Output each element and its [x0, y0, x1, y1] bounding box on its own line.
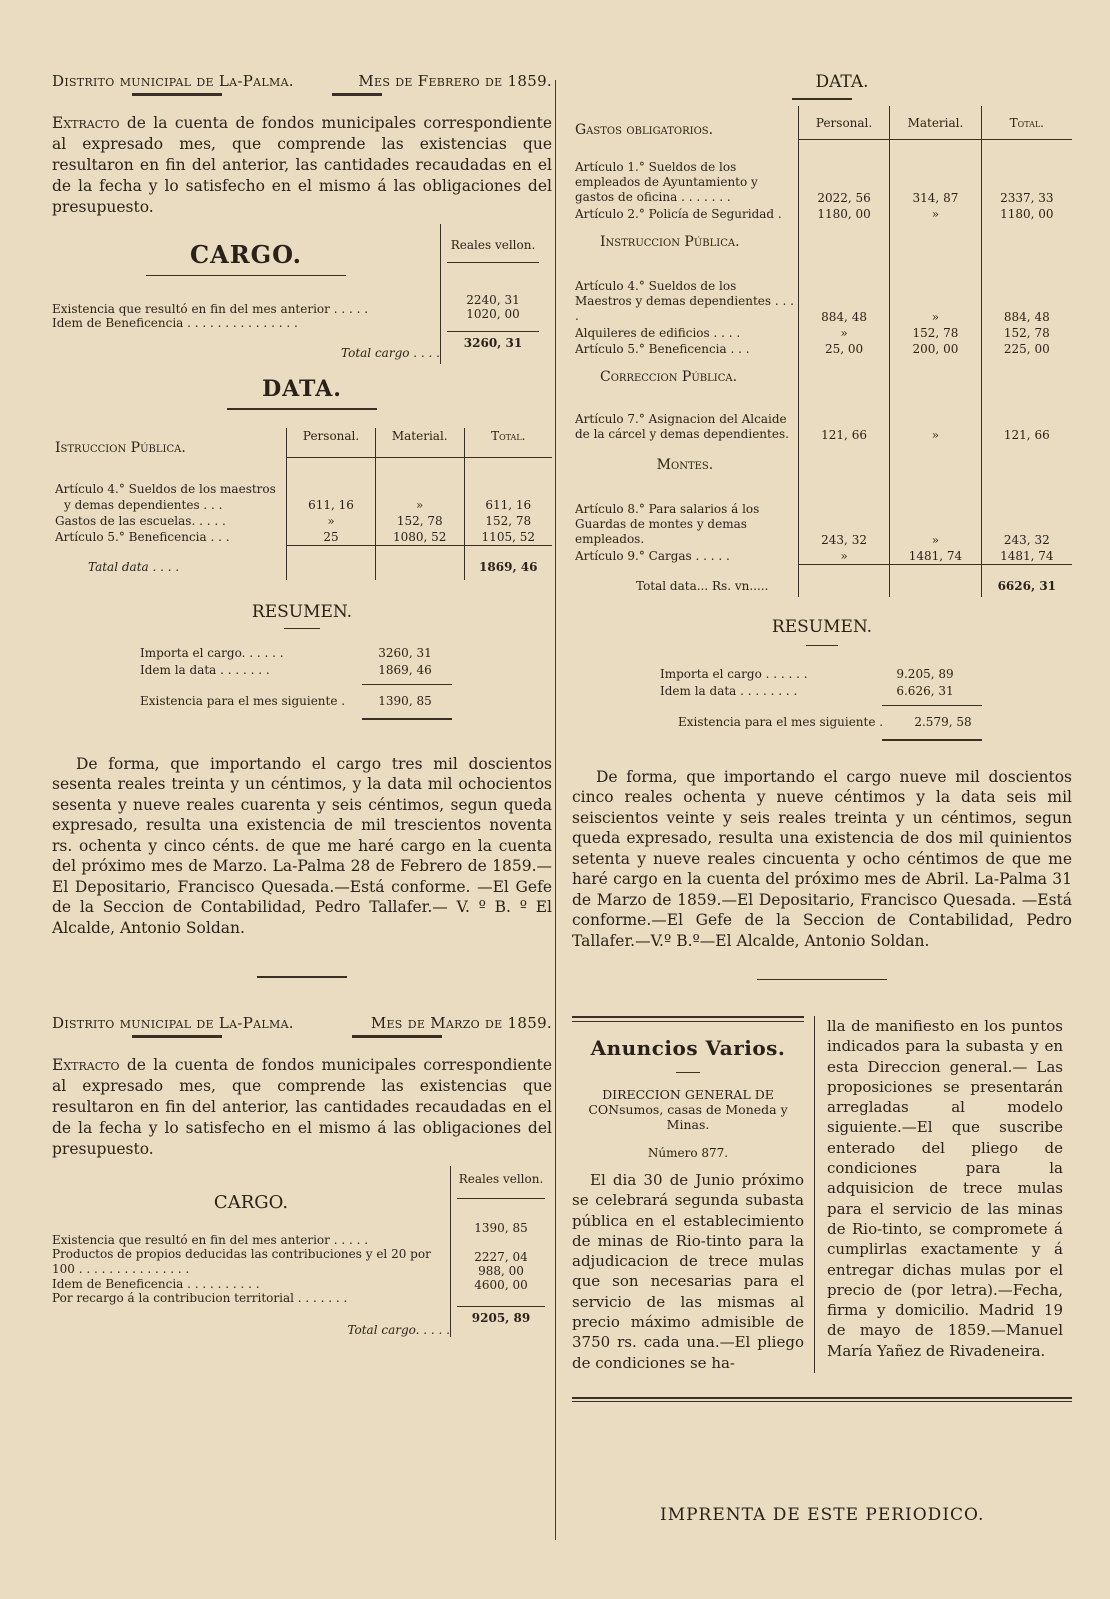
gastos-title: Gastos obligatorios. [575, 122, 714, 138]
mar-cargo-row: Existencia que resultó en fin del mes anterior . . . . . [52, 1233, 369, 1247]
section-title: Instruccion Pública. [600, 234, 740, 250]
rule [362, 718, 452, 720]
mar-data-table [572, 106, 1072, 597]
cell-material: » [375, 497, 464, 513]
rule [757, 979, 887, 980]
feb-cargo-block [52, 224, 552, 364]
row-label: Artículo 4.° Sueldos de los Maestros y demas dependientes . . . . [575, 279, 794, 323]
mar-cargo-value: 988, 00 [478, 1264, 524, 1278]
cell-total: 225, 00 [981, 341, 1072, 357]
cell-material: 314, 87 [890, 159, 981, 206]
existencia-value: 1390, 85 [378, 693, 432, 708]
feb-cargo-title: CARGO. [189, 240, 303, 269]
feb-total-cargo-label: Total cargo . . . . [341, 346, 440, 360]
cell-personal: » [798, 548, 889, 565]
cell-total: 1180, 00 [981, 206, 1072, 222]
mar-district: Distrito municipal de La-Palma. [52, 1014, 294, 1032]
cell-material: 1080, 52 [375, 529, 464, 546]
col-header-material: Material. [890, 106, 981, 139]
cell-personal: 1180, 00 [798, 206, 889, 222]
rule [227, 408, 377, 410]
row-label: Artículo 5.° Beneficencia . . . [55, 530, 230, 544]
ornament-rule [332, 93, 382, 96]
mar-cargo-row: Idem de Beneficencia . . . . . . . . . . [52, 1277, 260, 1291]
rule [257, 976, 347, 978]
mar-resumen-title: RESUMEN. [771, 616, 873, 637]
cell-total: 884, 48 [981, 278, 1072, 325]
cell-total: 1481, 74 [981, 548, 1072, 565]
table-row [572, 548, 1072, 565]
cell-total: 611, 16 [464, 497, 552, 513]
cell-total: 152, 78 [464, 513, 552, 529]
cell-personal: 243, 32 [798, 501, 889, 548]
table-row [572, 411, 1072, 443]
rule [572, 1021, 804, 1022]
imprenta-footer: IMPRENTA DE ESTE PERIODICO. [660, 1505, 985, 1525]
resumen-value: 9.205, 89 [896, 666, 954, 681]
mar-total-data-label: Total data... Rs. vn..... [636, 578, 769, 593]
mar-cargo-value: 4600, 00 [474, 1278, 528, 1292]
numero: Número 877. [647, 1146, 729, 1160]
resumen-value: 6.626, 31 [896, 683, 954, 698]
right-column [572, 72, 1072, 1402]
feb-cargo-value: 1020, 00 [466, 307, 520, 321]
mar-total-cargo-value: 9205, 89 [471, 1311, 531, 1325]
resumen-value: 1869, 46 [378, 662, 432, 677]
cell-personal: » [287, 513, 376, 529]
extract-lead: Extracto [52, 1056, 120, 1074]
cell-material: » [890, 411, 981, 443]
mar-prose: De forma, que importando el cargo nueve mil doscientos cinco reales ochenta y nueve céntimos y la data seis mil seiscientos veinte y seis reales treinta y un céntimos, segun queda expresado, resulta una existencia de dos mil quinientos setenta y nueve reales cincuenta y ocho céntimos de que me haré cargo en la cuenta del próximo mes de Abril. La-Palma 31 de Marzo de 1859.—El Depositario, Francisco Quesada. —Está conforme.—El Gefe de la Seccion de Contabilidad, Pedro Tallafer.—V.º B.º—El Alcalde, Antonio Soldan. [572, 767, 1072, 950]
feb-month: Mes de Febrero de 1859. [358, 72, 552, 90]
table-row [572, 501, 1072, 548]
table-row [52, 529, 552, 546]
rule [447, 262, 539, 263]
anuncio-text-1: El dia 30 de Junio próximo se celebrará segunda subasta pública en el establecimiento de minas de Rio-tinto para la adjudicacion de trece mulas que son necesarias para el servicio de las mismas al precio máximo admisible de 3750 rs. cada una.—El pliego de condiciones se ha- [572, 1171, 804, 1372]
feb-resumen-title: RESUMEN. [251, 601, 353, 622]
feb-cargo-value: 2240, 31 [466, 293, 520, 307]
resumen-label: Importa el cargo. . . . . . [140, 645, 284, 660]
anuncios-col-1 [572, 1016, 815, 1373]
feb-district: Distrito municipal de La-Palma. [52, 72, 294, 90]
cell-personal: 121, 66 [798, 411, 889, 443]
rule [676, 1072, 700, 1073]
anuncio-text-2: lla de manifiesto en los puntos indicados para la subasta y en esta Direccion general.— Las proposiciones se presentarán arregladas al modelo siguiente.—El que suscribe enterado del pliego de condiciones para la adquisicion de trece mulas para el servicio de las minas de Rio-tinto, se compromete á cumplirlas exactamente y á entregar dichas mulas por el precio de (por letra).—Fecha, firma y domicilio. Madrid 19 de mayo de 1859.—Manuel María Yañez de Rivadeneira. [827, 1017, 1063, 1360]
cell-personal: 2022, 56 [798, 159, 889, 206]
anuncios-section [572, 1016, 1072, 1373]
direccion-heading: DIRECCION GENERAL DE CONsumos, casas de Moneda y Minas. [588, 1087, 788, 1132]
section-title: Correccion Pública. [600, 369, 738, 385]
cell-material: » [890, 206, 981, 222]
cell-personal: 25, 00 [798, 341, 889, 357]
anuncios-col-2 [815, 1016, 1063, 1373]
resumen-label: Idem la data . . . . . . . [140, 662, 270, 677]
mar-data-title: DATA. [815, 72, 869, 92]
cell-total: 1105, 52 [464, 529, 552, 546]
mar-cargo-row: Productos de propios deducidas las contribuciones y el 20 por 100 . . . . . . . . . . . . . . . [52, 1247, 431, 1276]
cell-material: 200, 00 [890, 341, 981, 357]
existencia-label: Existencia para el mes siguiente . [678, 714, 884, 729]
anuncios-title: Anuncios Varios. [590, 1036, 786, 1060]
feb-data-table [52, 428, 552, 580]
mar-cargo-value: 1390, 85 [474, 1221, 528, 1235]
feb-resumen [140, 645, 552, 720]
table-row [572, 278, 1072, 325]
feb-cargo-row: Idem de Beneficencia . . . . . . . . . . . . . . . [52, 316, 298, 330]
row-label: Artículo 9.° Cargas . . . . . [575, 549, 730, 563]
cell-material: 152, 78 [375, 513, 464, 529]
table-row [572, 159, 1072, 206]
section-title: Montes. [656, 457, 714, 473]
mar-cargo-col-header: Reales vellon. [458, 1172, 544, 1186]
extract-lead: Extracto [52, 114, 120, 132]
feb-data-section: Istruccion Pública. [55, 440, 186, 456]
ornament-rule [352, 1035, 442, 1038]
ornament-rule [132, 93, 222, 96]
extract-body: de la cuenta de fondos municipales correspondiente al expresado mes, que comprende las existencias que resultaron en fin del anterior, las cantidades recaudadas en el de la fecha y lo satisfecho en el mismo á las obligaciones del presupuesto. [52, 114, 552, 216]
row-label: Gastos de las escuelas. . . . . [55, 514, 226, 528]
cell-personal: 884, 48 [798, 278, 889, 325]
row-label: y demas dependientes . . . [64, 498, 223, 512]
rule [806, 645, 838, 646]
table-row [572, 325, 1072, 341]
rule [572, 1401, 1072, 1402]
cell-total: 152, 78 [981, 325, 1072, 341]
row-label: Artículo 1.° Sueldos de los empleados de Ayuntamiento y gastos de oficina . . . . . . . [575, 160, 758, 204]
col-header-personal: Personal. [287, 428, 376, 457]
rule [572, 1397, 1072, 1399]
extract-body: de la cuenta de fondos municipales correspondiente al expresado mes, que comprende las existencias que resultaron en fin del anterior, las cantidades recaudadas en el de la fecha y lo satisfecho en el mismo á las obligaciones del presupuesto. [52, 1056, 552, 1158]
cell-total: 243, 32 [981, 501, 1072, 548]
mar-cargo-block [52, 1166, 552, 1337]
cell-personal: 611, 16 [287, 497, 376, 513]
row-label: Alquileres de edificios . . . . [575, 326, 741, 340]
row-label: Artículo 8.° Para salarios á los Guardas de montes y demas empleados. [575, 502, 760, 546]
left-column [52, 72, 552, 1337]
col-header-material: Material. [375, 428, 464, 457]
cell-personal: 25 [287, 529, 376, 546]
rule [572, 1016, 804, 1018]
feb-header [52, 72, 552, 90]
col-header-total: Total. [464, 428, 552, 457]
table-row [572, 206, 1072, 222]
col-header-personal: Personal. [798, 106, 889, 139]
cell-total: 2337, 33 [981, 159, 1072, 206]
row-label: Artículo 2.° Policía de Seguridad . [575, 207, 782, 221]
mar-total-cargo-label: Total cargo. . . . . [347, 1323, 450, 1337]
rule [284, 628, 320, 629]
mar-month: Mes de Marzo de 1859. [370, 1014, 552, 1032]
mar-total-data-value: 6626, 31 [981, 565, 1072, 597]
cell-total: 121, 66 [981, 411, 1072, 443]
rule [146, 275, 346, 276]
cell-material: 1481, 74 [890, 548, 981, 565]
table-row [572, 341, 1072, 357]
existencia-row [140, 693, 552, 710]
mar-cargo-title: CARGO. [213, 1192, 289, 1213]
cell-material: 152, 78 [890, 325, 981, 341]
row-label: Artículo 7.° Asignacion del Alcaide de la cárcel y demas dependientes. [575, 412, 789, 441]
rule [792, 98, 852, 100]
table-row [52, 497, 552, 513]
rule [457, 1306, 545, 1307]
table-row [52, 481, 552, 497]
resumen-label: Importa el cargo . . . . . . [660, 666, 808, 681]
resumen-row [660, 683, 1072, 700]
cell-material: » [890, 501, 981, 548]
resumen-label: Idem la data . . . . . . . . [660, 683, 798, 698]
feb-total-cargo-value: 3260, 31 [463, 336, 523, 350]
resumen-value: 3260, 31 [378, 645, 432, 660]
row-label: Artículo 5.° Beneficencia . . . [575, 342, 750, 356]
rule [457, 1198, 545, 1199]
mar-cargo-row: Por recargo á la contribucion territorial . . . . . . . [52, 1291, 348, 1305]
cell-personal: » [798, 325, 889, 341]
col-header-total: Total. [981, 106, 1072, 139]
column-divider [555, 80, 556, 1540]
feb-prose: De forma, que importando el cargo tres mil doscientos sesenta reales treinta y un céntimos, y la data mil ochocientos sesenta y nueve reales cuarenta y seis céntimos, segun queda expresado, resulta una existencia de mil trescientos noventa rs. ochenta y cinco cénts. de que me haré cargo en la cuenta del próximo mes de Marzo. La-Palma 28 de Febrero de 1859.—El Depositario, Francisco Quesada.—Está conforme. —El Gefe de la Seccion de Contabilidad, Pedro Tallafer.— V. º B. º El Alcalde, Antonio Soldan. [52, 754, 552, 937]
resumen-row [140, 662, 552, 679]
mar-resumen [660, 666, 1072, 741]
feb-extract [52, 113, 552, 218]
mar-extract [52, 1055, 552, 1160]
rule [362, 684, 452, 685]
mar-header [52, 1014, 552, 1032]
table-row [52, 513, 552, 529]
existencia-row [678, 714, 1072, 731]
ornament-rule [132, 1035, 222, 1038]
feb-cargo-row: Existencia que resultó en fin del mes anterior . . . . . [52, 302, 369, 316]
cell-material: » [890, 278, 981, 325]
feb-cargo-col-header: Reales vellon. [450, 238, 536, 252]
existencia-value: 2.579, 58 [914, 714, 972, 729]
resumen-row [660, 666, 1072, 683]
rule [882, 739, 982, 741]
existencia-label: Existencia para el mes siguiente . [140, 693, 346, 708]
feb-data-title: DATA. [262, 376, 342, 402]
row-label: Artículo 4.° Sueldos de los maestros [55, 482, 276, 496]
feb-total-data-value: 1869, 46 [464, 546, 552, 580]
rule [882, 705, 982, 706]
rule [447, 331, 539, 332]
resumen-row [140, 645, 552, 662]
mar-cargo-value: 2227, 04 [474, 1250, 528, 1264]
feb-total-data-label: Tatal data . . . . [88, 559, 180, 574]
